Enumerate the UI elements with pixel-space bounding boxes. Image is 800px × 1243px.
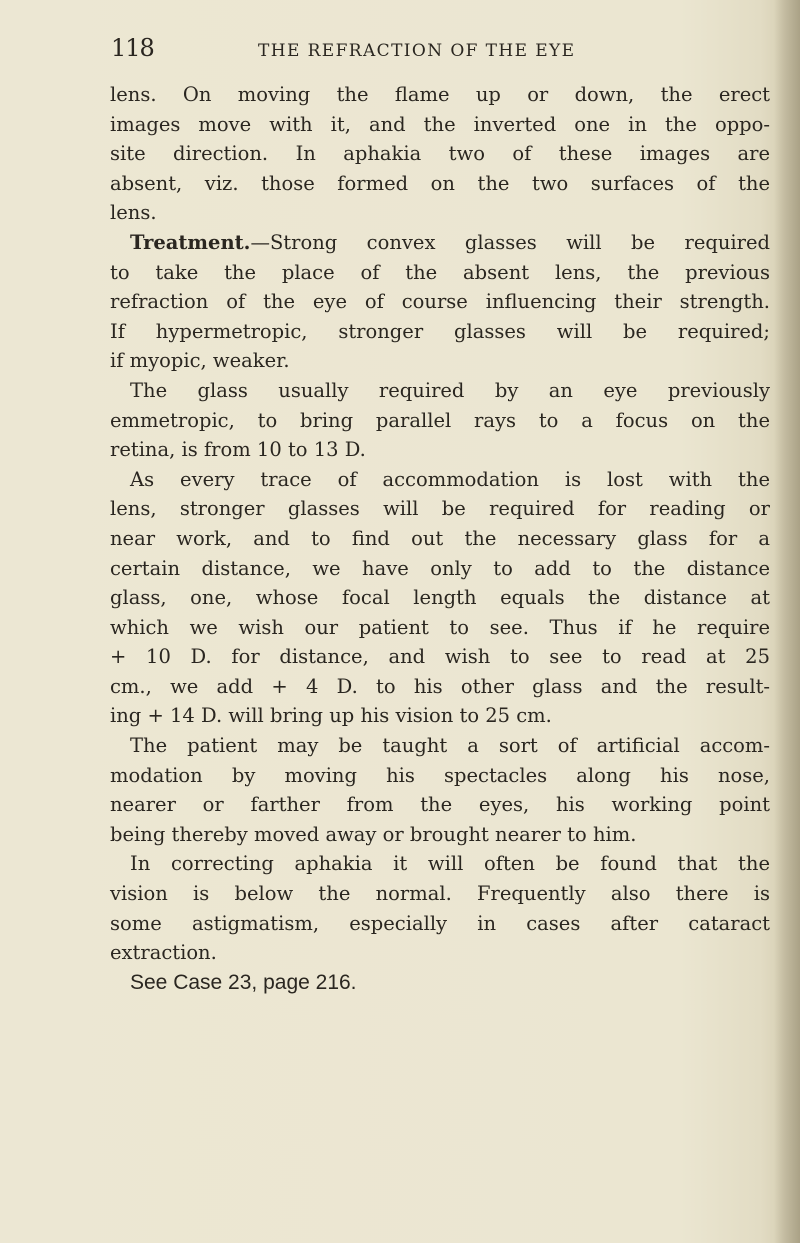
- section-lead-treatment: Treatment.: [130, 230, 251, 254]
- text-line: If hypermetropic, stronger glasses will be required;: [110, 319, 770, 343]
- text-line: refraction of the eye of course influencing their strength.: [110, 290, 770, 314]
- text-line: some astigmatism, especially in cases after cataract: [110, 911, 770, 935]
- text-line: The glass usually required by an eye previously: [130, 378, 770, 402]
- text-line: + 10 D. for distance, and wish to see to read at 25: [110, 645, 770, 669]
- text-line: near work, and to find out the necessary glass for a: [110, 526, 770, 550]
- running-head: THE REFRACTION OF THE EYE: [258, 41, 576, 61]
- page-number: 118: [111, 34, 154, 62]
- page-edge-shadow: [774, 0, 800, 1243]
- text-line: lens, stronger glasses will be required for reading or: [110, 497, 770, 521]
- text-line: emmetropic, to bring parallel rays to a focus on the: [110, 408, 770, 432]
- text-line: In correcting aphakia it will often be found that the: [130, 852, 770, 876]
- text-line: retina, is from 10 to 13 D.: [110, 438, 366, 462]
- text-run: —Strong convex glasses will be required: [250, 230, 770, 254]
- text-line: [110, 228, 770, 258]
- text-line: certain distance, we have only to add to the distance: [110, 556, 770, 580]
- text-line: being thereby moved away or brought nearer to him.: [110, 822, 637, 846]
- text-line: cm., we add + 4 D. to his other glass and the result-: [110, 674, 770, 698]
- text-line: if myopic, weaker.: [110, 349, 290, 373]
- text-line: modation by moving his spectacles along his nose,: [110, 763, 770, 787]
- text-line: ing + 14 D. will bring up his vision to 25 cm.: [110, 704, 552, 728]
- case-reference-note: See Case 23, page 216.: [130, 970, 357, 994]
- text-line: site direction. In aphakia two of these images are: [110, 142, 770, 166]
- text-line: nearer or farther from the eyes, his working point: [110, 793, 770, 817]
- text-line: The patient may be taught a sort of artificial accom-: [130, 734, 770, 758]
- text-line: extraction.: [110, 941, 217, 965]
- text-line: images move with it, and the inverted one in the oppo-: [110, 112, 770, 136]
- text-line: lens. On moving the flame up or down, the erect: [110, 83, 770, 106]
- text-line: vision is below the normal. Frequently also there is: [110, 882, 770, 906]
- text-line: glass, one, whose focal length equals the distance at: [110, 586, 770, 610]
- text-line: absent, viz. those formed on the two surfaces of the: [110, 171, 770, 195]
- body-text: [110, 80, 770, 997]
- text-line: to take the place of the absent lens, the previous: [110, 260, 770, 284]
- text-line: As every trace of accommodation is lost with the: [130, 467, 770, 491]
- text-line: lens.: [110, 201, 157, 225]
- text-line: which we wish our patient to see. Thus if he require: [110, 615, 770, 639]
